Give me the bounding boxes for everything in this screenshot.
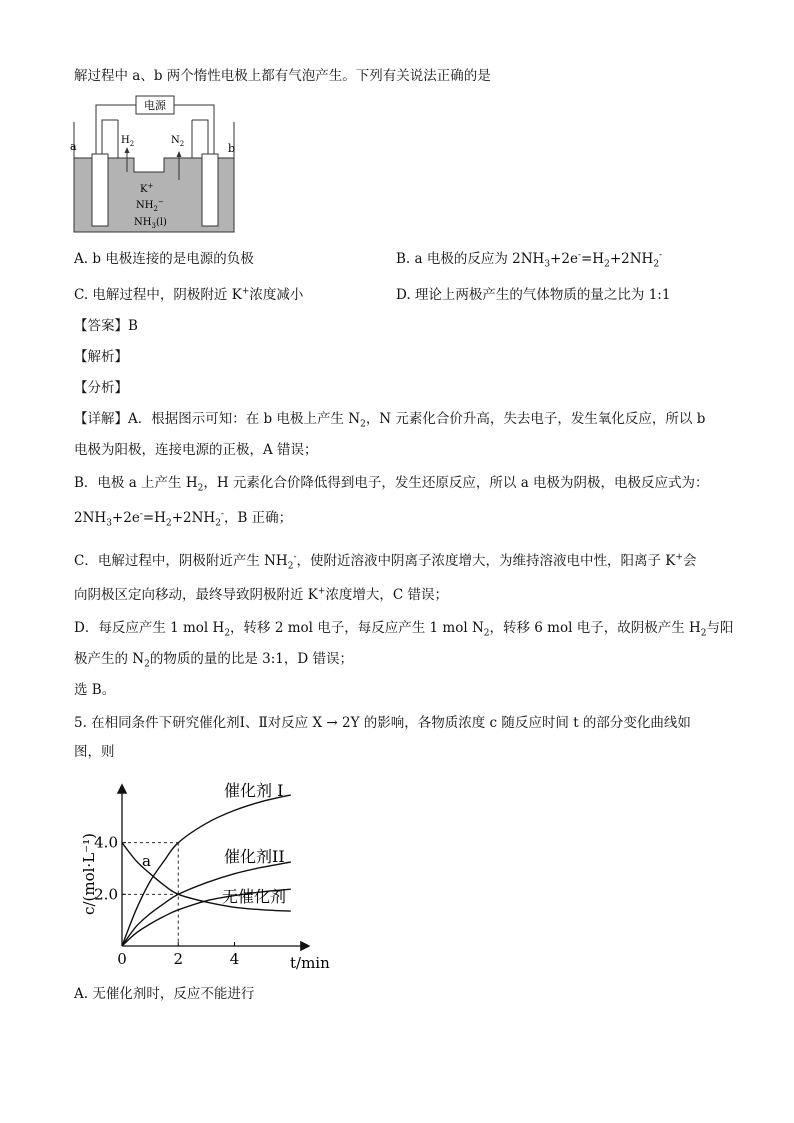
- q4-option-a: A. b 电极连接的是电源的负极: [74, 251, 254, 267]
- fenxi-header: 【分析】: [74, 380, 128, 396]
- question-intro: 解过程中 a、b 两个惰性电极上都有气泡产生。下列有关说法正确的是: [74, 68, 491, 84]
- y-axis-label: c/(mol·L⁻¹): [80, 833, 98, 915]
- wire-left-inner: [102, 120, 118, 154]
- chart-curves: [122, 795, 291, 946]
- electrolysis-cell-figure: [66, 92, 246, 242]
- series-label-cat1: 催化剂 I: [224, 781, 284, 800]
- q4-option-b: B. a 电极的反应为 $2NH_3+2e^-=H_2+2NH_2^-$: [396, 250, 663, 270]
- gas-label-n2: $N_2$: [171, 135, 185, 148]
- y-tick-label-0: 2.0: [94, 885, 118, 904]
- liquid-nh3: $NH_3(l)$: [134, 217, 167, 230]
- explain-line-7: D．每反应产生 1 mol $H_2$，转移 2 mol 电子，每反应产生 1 mol $N_2$，转移 6 mol 电子，故阴极产生 $H_2$与阳: [74, 620, 734, 639]
- explain-line-5: C．电解过程中，阴极附近产生 $NH_2^-$，使附近溶液中阴离子浓度增大，为维持溶液电中性，阳离子 K+会: [74, 552, 697, 572]
- series-label-cat2: 催化剂II: [224, 847, 285, 866]
- explain-line-3: B．电极 a 上产生 $H_2$，H 元素化合价降低得到电子，发生还原反应，所以 a 电极为阴极，电极反应式为：: [74, 475, 709, 494]
- series-label-none: 无催化剂: [222, 887, 287, 906]
- answer: 【答案】B: [74, 318, 138, 334]
- explain-line-1: 【详解】A．根据图示可知：在 b 电极上产生 $N_2$，N 元素化合价升高，失去电子，发生氧化反应，所以 b: [74, 411, 706, 430]
- x-tick-label-0: 0: [117, 950, 127, 968]
- analysis-header: 【解析】: [74, 349, 128, 365]
- x-axis-label: t/min: [290, 954, 330, 972]
- ion-nh2: $NH_2^-$: [136, 198, 164, 213]
- electrode-label-b: b: [228, 142, 236, 155]
- gas-label-h2: $H_2$: [121, 135, 135, 148]
- q4-option-d: D. 理论上两极产生的气体物质的量之比为 1:1: [396, 287, 671, 303]
- q5-option-a: A. 无催化剂时，反应不能进行: [74, 986, 255, 1002]
- electrode-label-a: a: [70, 140, 77, 153]
- ion-k: K+: [140, 182, 154, 195]
- explain-line-2: 电极为阳极，连接电源的正极，A 错误；: [74, 442, 318, 458]
- concentration-time-chart: [72, 774, 332, 974]
- q5-stem-line-1: 5. 在相同条件下研究催化剂Ⅰ、Ⅱ对反应 X → 2Y 的影响，各物质浓度 c 随反应时间 t 的部分变化曲线如: [74, 715, 691, 731]
- wire-right-inner: [192, 120, 208, 154]
- q4-option-c: C. 电解过程中，阴极附近 K+浓度减小: [74, 286, 304, 303]
- explain-line-8: 极产生的 $N_2$的物质的量的比是 3:1，D 错误；: [74, 651, 353, 670]
- y-tick-label-1: 4.0: [94, 833, 118, 852]
- power-source-label: 电源: [144, 99, 166, 112]
- electrode-a: [92, 154, 108, 226]
- x-tick-label-2: 4: [229, 950, 240, 968]
- curve-label-a: a: [142, 852, 151, 870]
- electrode-b: [202, 154, 218, 226]
- explain-line-4: $2NH_3+2e^-=H_2+2NH_2^-$，B 正确；: [74, 509, 293, 529]
- explain-line-9: 选 B。: [74, 682, 116, 698]
- x-tick-label-1: 2: [173, 950, 184, 968]
- q5-stem-line-2: 图，则: [74, 744, 115, 760]
- gas-arrow-right-head: [177, 151, 182, 157]
- explain-line-6: 向阴极区定向移动，最终导致阴极附近 K+浓度增大，C 错误；: [74, 586, 449, 603]
